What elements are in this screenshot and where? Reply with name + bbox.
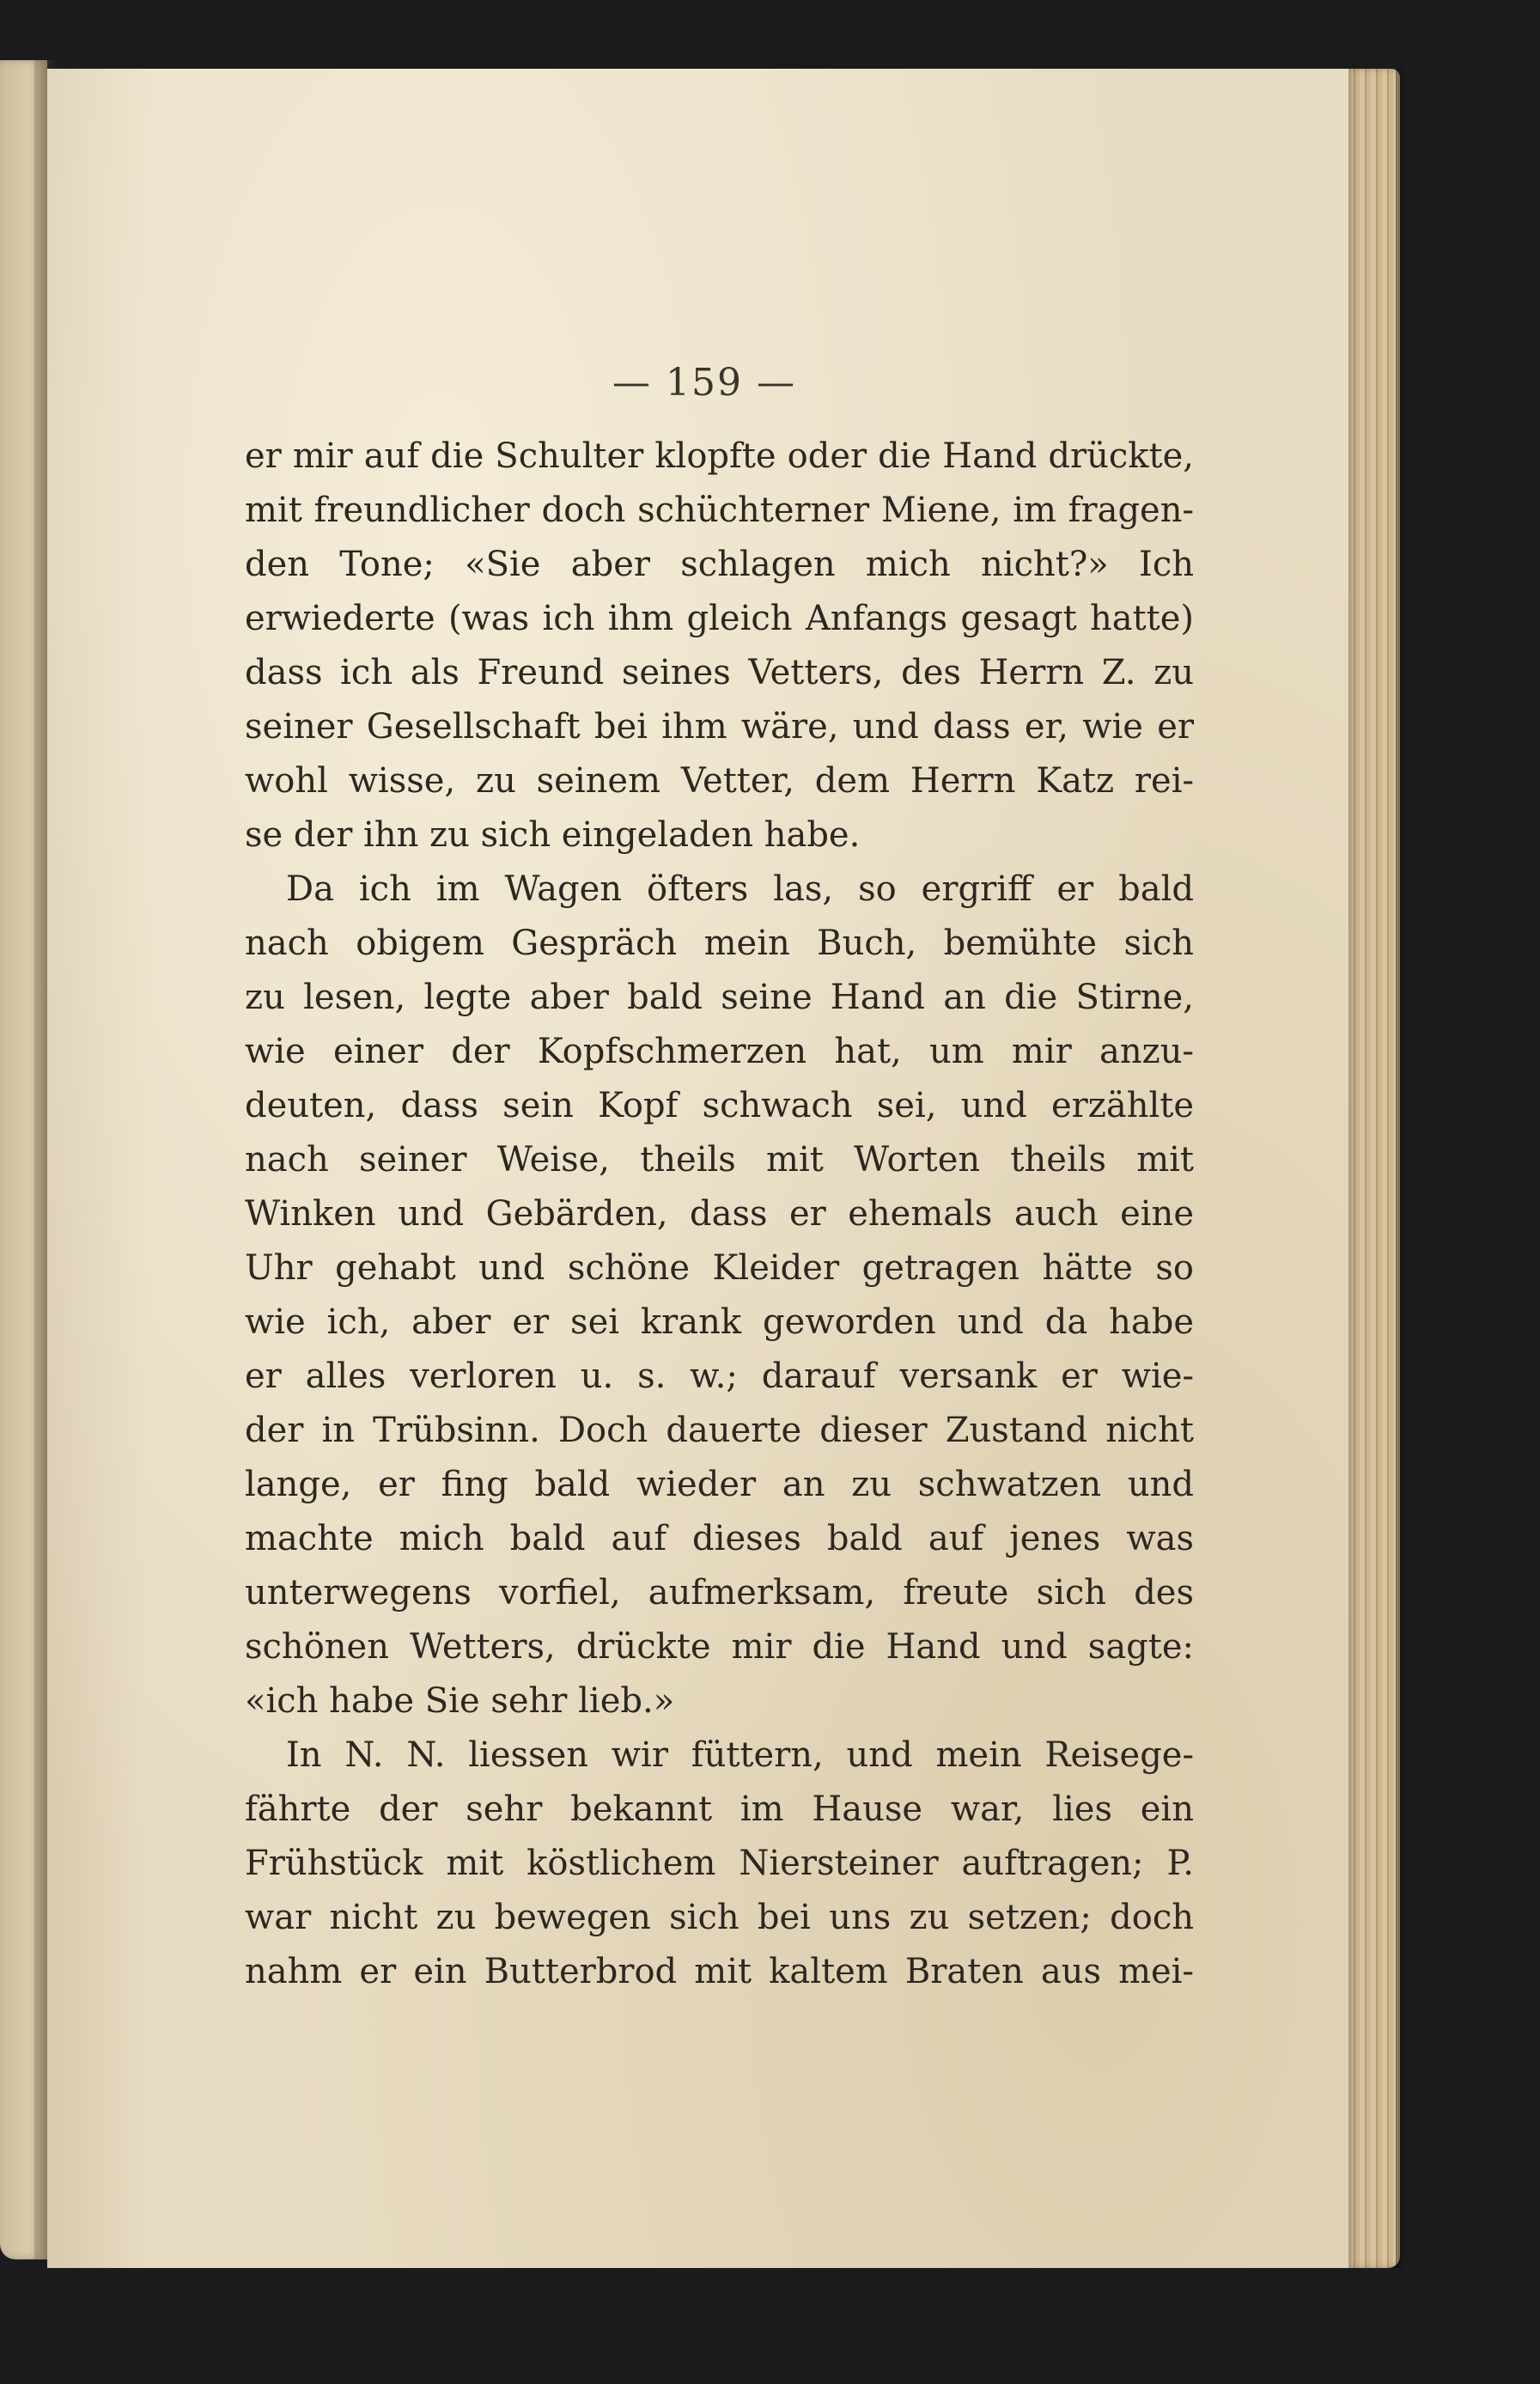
text-line: seiner Gesellschaft bei ihm wäre, und dass er, wie er xyxy=(245,707,1194,747)
book-page xyxy=(47,69,1361,2268)
page-number: — 159 — xyxy=(612,361,796,405)
text-line: Da ich im Wagen öfters las, so ergriff er bald xyxy=(286,869,1194,909)
text-line: wie einer der Kopfschmerzen hat, um mir anzu- xyxy=(245,1032,1194,1071)
text-line: wohl wisse, zu seinem Vetter, dem Herrn Katz rei- xyxy=(245,761,1194,801)
text-line: deuten, dass sein Kopf schwach sei, und erzählte xyxy=(245,1086,1194,1125)
text-line: nahm er ein Butterbrod mit kaltem Braten aus mei- xyxy=(245,1952,1194,1991)
text-line: erwiederte (was ich ihm gleich Anfangs gesagt hatte) xyxy=(245,599,1194,638)
text-line: nach obigem Gespräch mein Buch, bemühte sich xyxy=(245,924,1194,963)
text-line: schönen Wetters, drückte mir die Hand und sagte: xyxy=(245,1627,1194,1667)
text-line: er alles verloren u. s. w.; darauf versank er wie- xyxy=(245,1357,1194,1396)
text-line: mit freundlicher doch schüchterner Miene, im fragen- xyxy=(245,491,1194,530)
text-line: unterwegens vorfiel, aufmerksam, freute sich des xyxy=(245,1573,1194,1613)
text-line: In N. N. liessen wir füttern, und mein Reisege- xyxy=(286,1735,1194,1775)
text-line: fährte der sehr bekannt im Hause war, lies ein xyxy=(245,1790,1194,1829)
text-line: se der ihn zu sich eingeladen habe. xyxy=(245,815,861,855)
body-text xyxy=(245,430,1194,1999)
text-line: Frühstück mit köstlichem Niersteiner auftragen; P. xyxy=(245,1844,1194,1883)
text-line: wie ich, aber er sei krank geworden und da habe xyxy=(245,1302,1194,1342)
text-line: lange, er fing bald wieder an zu schwatzen und xyxy=(245,1465,1194,1504)
text-line: «ich habe Sie sehr lieb.» xyxy=(245,1681,675,1721)
text-line: zu lesen, legte aber bald seine Hand an die Stirne, xyxy=(245,978,1194,1017)
text-line: war nicht zu bewegen sich bei uns zu setzen; doch xyxy=(245,1898,1194,1937)
text-line: Winken und Gebärden, dass er ehemals auch eine xyxy=(245,1194,1194,1234)
text-line: den Tone; «Sie aber schlagen mich nicht?» Ich xyxy=(245,545,1194,584)
text-line: der in Trübsinn. Doch dauerte dieser Zustand nicht xyxy=(245,1411,1194,1450)
text-line: dass ich als Freund seines Vetters, des Herrn Z. zu xyxy=(245,653,1194,692)
page-stack-edges xyxy=(1348,69,1400,2268)
text-line: Uhr gehabt und schöne Kleider getragen hätte so xyxy=(245,1248,1194,1288)
text-line: nach seiner Weise, theils mit Worten theils mit xyxy=(245,1140,1194,1180)
text-line: er mir auf die Schulter klopfte oder die Hand drückte, xyxy=(245,436,1194,476)
text-line: machte mich bald auf dieses bald auf jenes was xyxy=(245,1519,1194,1558)
page-edge-shadow xyxy=(1396,69,1404,2268)
